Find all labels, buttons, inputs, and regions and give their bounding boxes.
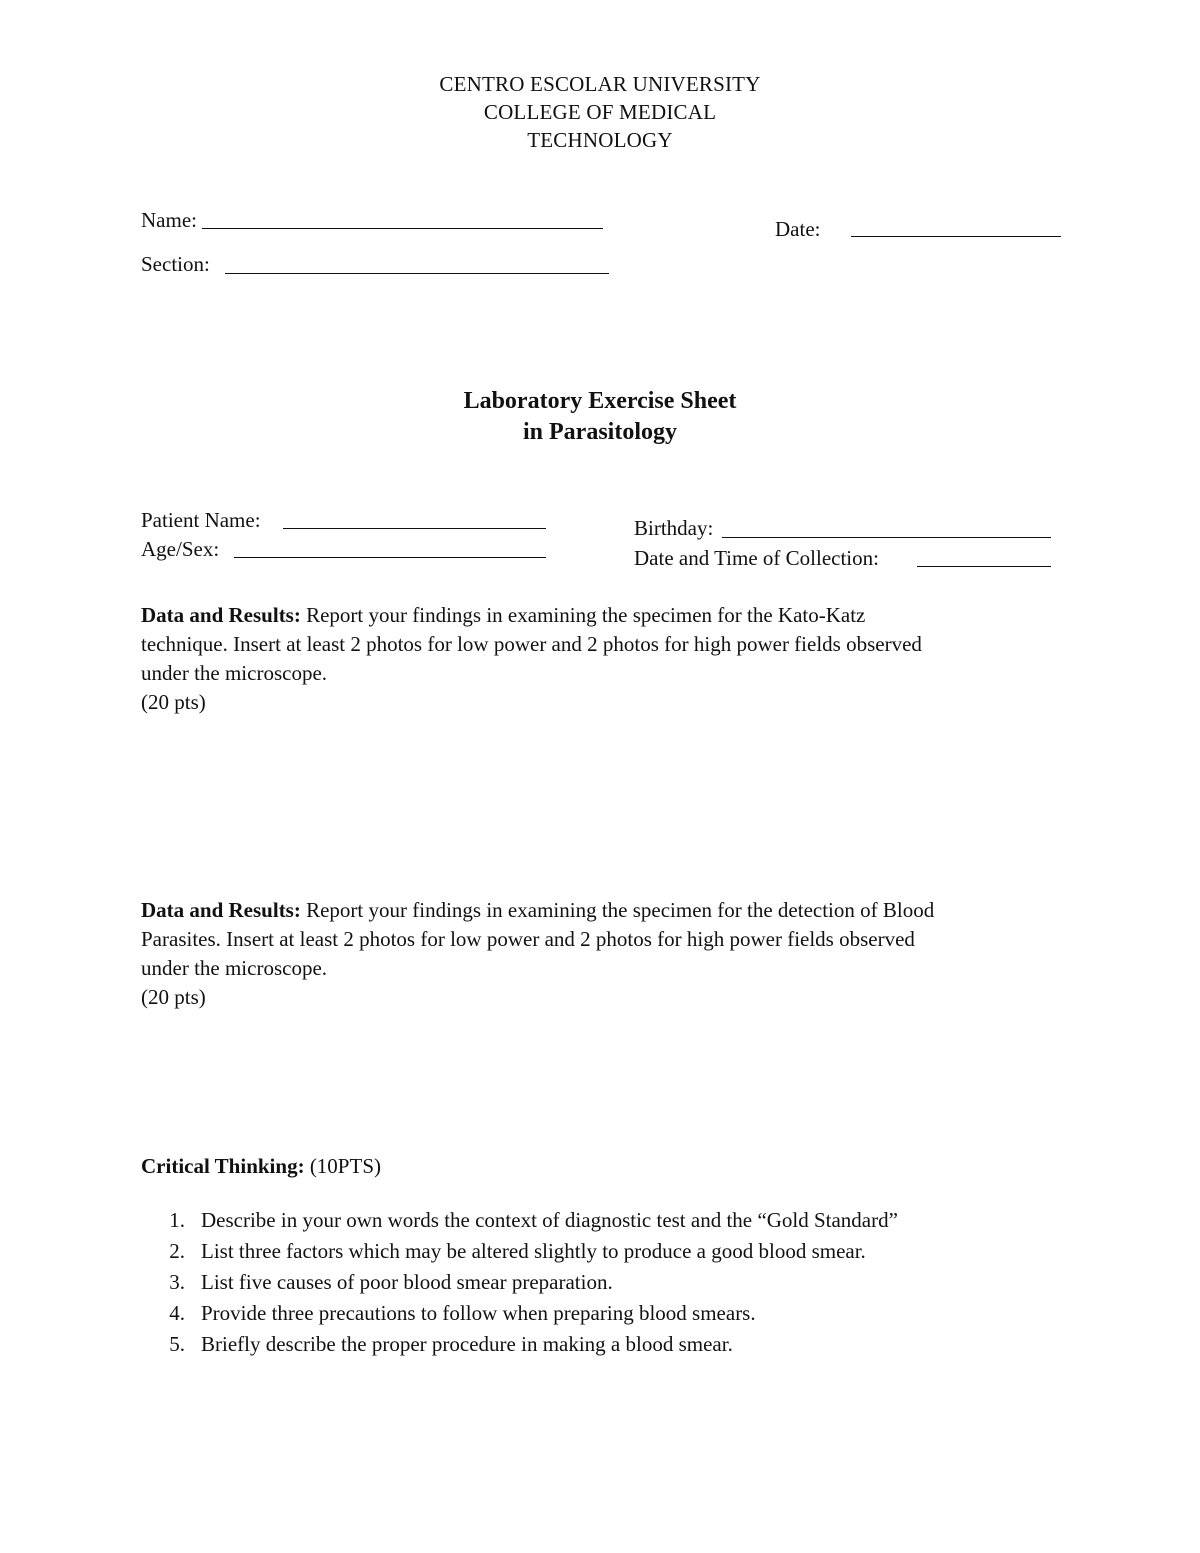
birthday-label: Birthday: [634, 516, 714, 540]
question-number: 4. [169, 1301, 185, 1325]
critical-thinking-points: (10PTS) [304, 1154, 381, 1178]
question-text: List five causes of poor blood smear preparation. [201, 1270, 613, 1294]
collection-label: Date and Time of Collection: [634, 546, 879, 570]
question-number: 1. [169, 1208, 185, 1232]
data-results-blood-parasites [141, 896, 1041, 1012]
list-item [141, 1206, 898, 1237]
question-list [141, 1206, 898, 1361]
date-label: Date: [775, 217, 821, 241]
college-name-line1: COLLEGE OF MEDICAL [483, 100, 717, 124]
question-number: 5. [169, 1332, 185, 1356]
collection-field[interactable] [917, 566, 1051, 567]
critical-thinking-heading [141, 1152, 381, 1180]
sheet-subtitle: in Parasitology [523, 419, 677, 445]
list-item [141, 1330, 898, 1361]
age-sex-field[interactable] [234, 557, 546, 558]
section-label: Data and Results: [141, 898, 301, 922]
birthday-field[interactable] [722, 537, 1051, 538]
question-number: 2. [169, 1239, 185, 1263]
name-label: Name: [141, 208, 197, 232]
section-field[interactable] [225, 273, 609, 274]
college-name-line2: TECHNOLOGY [527, 128, 673, 152]
patient-name-field[interactable] [283, 528, 546, 529]
name-field[interactable] [202, 228, 603, 229]
list-item [141, 1237, 898, 1268]
question-number: 3. [169, 1270, 185, 1294]
data-results-kato-katz [141, 601, 1041, 717]
section-label: Data and Results: [141, 603, 301, 627]
university-name: CENTRO ESCOLAR UNIVERSITY [439, 72, 761, 96]
section-text: Report your findings in examining the specimen for the Kato-Katz [300, 603, 866, 627]
section-text: technique. Insert at least 2 photos for low power and 2 photos for high power fields observed [141, 632, 922, 656]
question-text: Provide three precautions to follow when preparing blood smears. [201, 1301, 756, 1325]
question-text: List three factors which may be altered slightly to produce a good blood smear. [201, 1239, 866, 1263]
section-text: Parasites. Insert at least 2 photos for low power and 2 photos for high power fields observed [141, 927, 915, 951]
patient-name-label: Patient Name: [141, 508, 261, 532]
points-label: (20 pts) [141, 985, 206, 1009]
list-item [141, 1268, 898, 1299]
sheet-title: Laboratory Exercise Sheet [463, 388, 737, 414]
list-item [141, 1299, 898, 1330]
question-text: Briefly describe the proper procedure in making a blood smear. [201, 1332, 733, 1356]
points-label: (20 pts) [141, 690, 206, 714]
section-text: under the microscope. [141, 956, 328, 980]
age-sex-label: Age/Sex: [141, 537, 220, 561]
section-text: Report your findings in examining the specimen for the detection of Blood [300, 898, 935, 922]
section-text: under the microscope. [141, 661, 328, 685]
critical-thinking-label: Critical Thinking: [141, 1154, 305, 1178]
date-field[interactable] [851, 236, 1061, 237]
section-label: Section: [141, 252, 210, 276]
question-text: Describe in your own words the context of diagnostic test and the “Gold Standard” [201, 1208, 898, 1232]
